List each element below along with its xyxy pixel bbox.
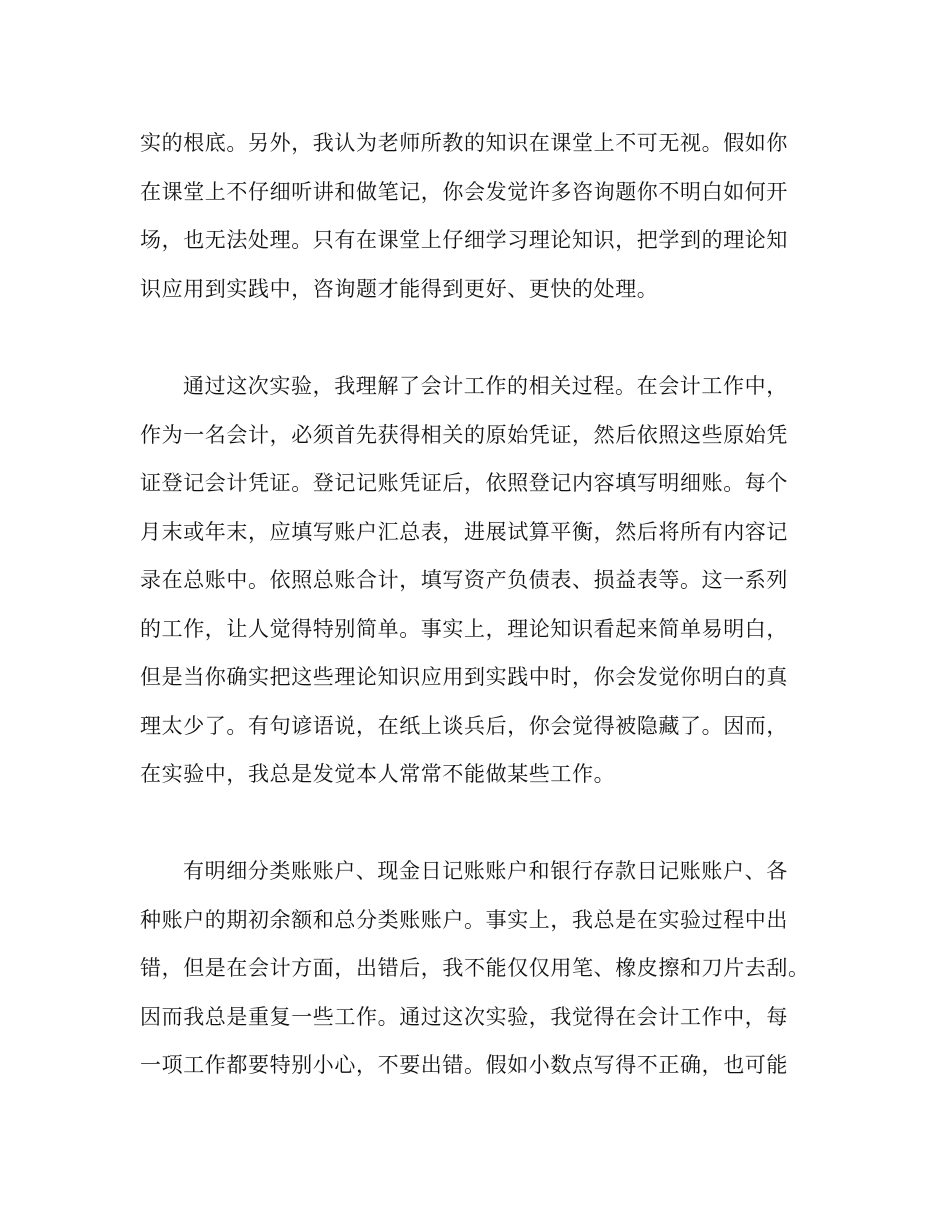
text-line: 录在总账中。依照总账合计，填写资产负债表、损益表等。这一系列 bbox=[140, 568, 788, 592]
text-line: 月末或年末，应填写账户汇总表，进展试算平衡，然后将所有内容记 bbox=[140, 520, 788, 544]
text-line: 种账户的期初余额和总分类账账户。事实上，我总是在实验过程中出 bbox=[140, 908, 788, 932]
text-line: 错，但是在会计方面，出错后，我不能仅仅用笔、橡皮擦和刀片去刮。 bbox=[140, 956, 810, 980]
text-line: 场，也无法处理。只有在课堂上仔细学习理论知识，把学到的理论知 bbox=[140, 228, 788, 252]
text-line: 因而我总是重复一些工作。通过这次实验，我觉得在会计工作中，每 bbox=[140, 1005, 788, 1029]
text-line: 但是当你确实把这些理论知识应用到实践中时，你会发觉你明白的真 bbox=[140, 665, 788, 689]
text-line: 有明细分类账账户、现金日记账账户和银行存款日记账账户、各 bbox=[183, 859, 788, 883]
text-line: 在实验中，我总是发觉本人常常不能做某些工作。 bbox=[140, 762, 616, 786]
text-line: 实的根底。另外，我认为老师所教的知识在课堂上不可无视。假如你 bbox=[140, 131, 788, 155]
text-line: 证登记会计凭证。登记记账凭证后，依照登记内容填写明细账。每个 bbox=[140, 471, 788, 495]
text-line: 在课堂上不仔细听讲和做笔记，你会发觉许多咨询题你不明白如何开 bbox=[140, 180, 788, 204]
text-line: 一项工作都要特别小心，不要出错。假如小数点写得不正确，也可能 bbox=[140, 1053, 788, 1077]
text-line: 理太少了。有句谚语说，在纸上谈兵后，你会觉得被隐藏了。因而， bbox=[140, 714, 788, 738]
text-line: 通过这次实验，我理解了会计工作的相关过程。在会计工作中， bbox=[183, 374, 788, 398]
text-line: 的工作，让人觉得特别简单。事实上，理论知识看起来简单易明白， bbox=[140, 617, 788, 641]
text-line: 识应用到实践中，咨询题才能得到更好、更快的处理。 bbox=[140, 277, 659, 301]
text-line: 作为一名会计，必须首先获得相关的原始凭证，然后依照这些原始凭 bbox=[140, 423, 788, 447]
